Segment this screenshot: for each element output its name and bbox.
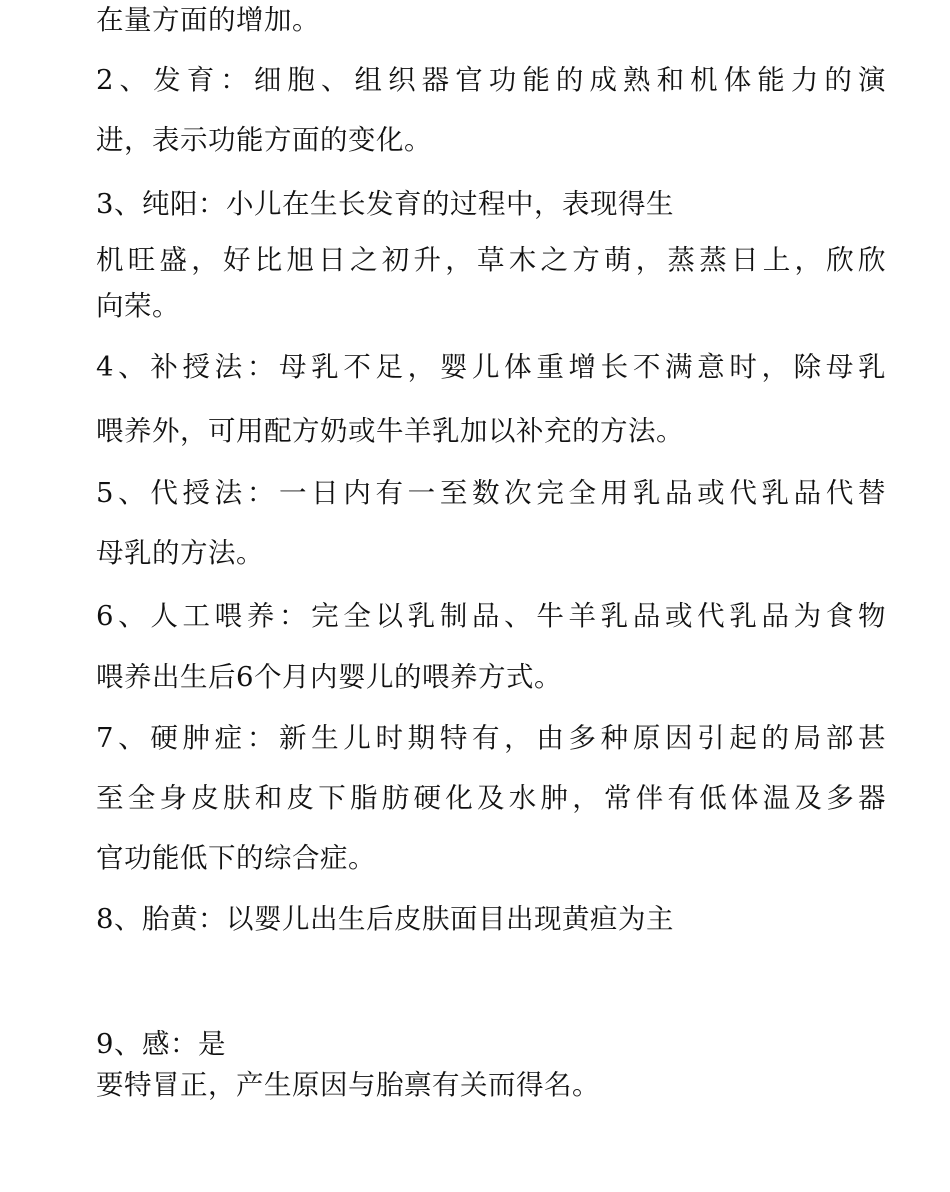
text-line: 7、硬肿症：新生儿时期特有，由多种原因引起的局部甚: [96, 722, 886, 754]
text-line: 机旺盛，好比旭日之初升，草木之方萌，蒸蒸日上，欣欣: [96, 244, 886, 276]
text-line: 2、发育：细胞、组织器官功能的成熟和机体能力的演: [96, 64, 886, 96]
text-line: 向荣。: [96, 290, 180, 322]
text-line: 在量方面的增加。: [96, 4, 320, 36]
text-line: 母乳的方法。: [96, 537, 264, 569]
text-line: 喂养外，可用配方奶或牛羊乳加以补充的方法。: [96, 415, 684, 447]
text-line: 进，表示功能方面的变化。: [96, 124, 432, 156]
text-line: 6、人工喂养：完全以乳制品、牛羊乳品或代乳品为食物: [96, 600, 886, 632]
text-line: 至全身皮肤和皮下脂肪硬化及水肿，常伴有低体温及多器: [96, 782, 886, 814]
text-line: 官功能低下的综合症。: [96, 842, 376, 874]
text-line: 3、纯阳：小儿在生长发育的过程中，表现得生: [96, 188, 674, 220]
text-line: 9、感：是: [96, 1028, 226, 1060]
text-line: 5、代授法：一日内有一至数次完全用乳品或代乳品代替: [96, 477, 886, 509]
text-line: 要特冒正，产生原因与胎禀有关而得名。: [96, 1069, 600, 1101]
text-line: 喂养出生后6个月内婴儿的喂养方式。: [96, 661, 562, 693]
text-line: 8、胎黄：以婴儿出生后皮肤面目出现黄疸为主: [96, 903, 674, 935]
text-line: 4、补授法：母乳不足，婴儿体重增长不满意时，除母乳: [96, 351, 886, 383]
